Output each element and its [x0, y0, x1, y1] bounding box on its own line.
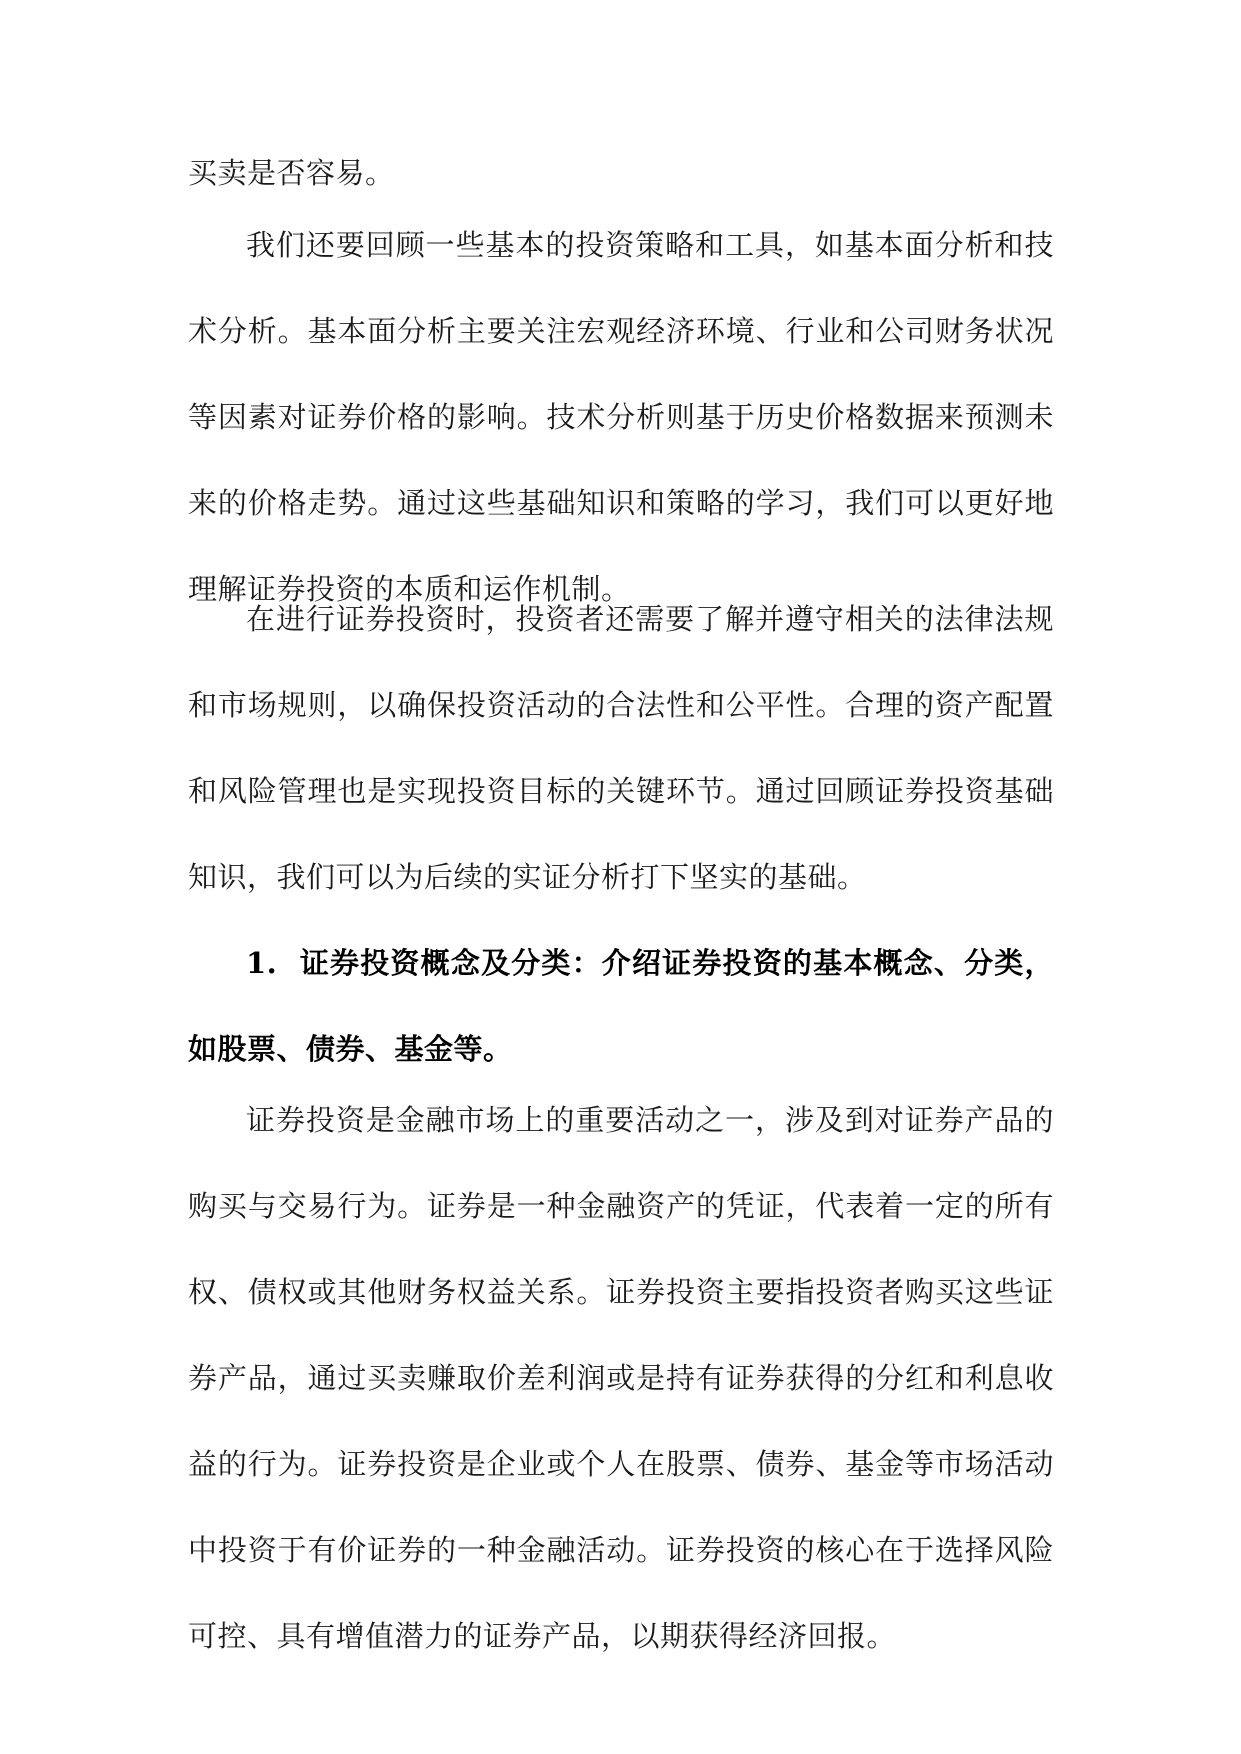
- paragraph-legal-compliance: 在进行证券投资时，投资者还需要了解并遵守相关的法律法规和市场规则，以确保投资活动的合法性和公平性。合理的资产配置和风险管理也是实现投资目标的关键环节。通过回顾证券投资基础知识，我们可以为后续的实证分析打下坚实的基础。: [188, 602, 1054, 894]
- paragraph-continuation: 买卖是否容易。: [188, 156, 395, 190]
- section-heading-text: 证券投资概念及分类：介绍证券投资的基本概念、分类，如股票、债券、基金等。: [188, 946, 1054, 1066]
- paragraph-securities-definition: 证券投资是金融市场上的重要活动之一，涉及到对证券产品的购买与交易行为。证券是一种金融资产的凭证，代表着一定的所有权、债权或其他财务权益关系。证券投资主要指投资者购买这些证券产品，通过买卖赚取价差利润或是持有证券获得的分红和利息收益的行为。证券投资是企业或个人在股票、债券、基金等市场活动中投资于有价证券的一种金融活动。证券投资的核心在于选择风险可控、具有增值潜力的证券产品，以期获得经济回报。: [188, 1103, 1054, 1653]
- section-heading: [188, 920, 1054, 1092]
- paragraph-investment-strategies: 我们还要回顾一些基本的投资策略和工具，如基本面分析和技术分析。基本面分析主要关注宏观经济环境、行业和公司财务状况等因素对证券价格的影响。技术分析则基于历史价格数据来预测未来的价格走势。通过这些基础知识和策略的学习，我们可以更好地理解证券投资的本质和运作机制。: [188, 228, 1054, 606]
- section-heading-number: 1.: [246, 946, 278, 980]
